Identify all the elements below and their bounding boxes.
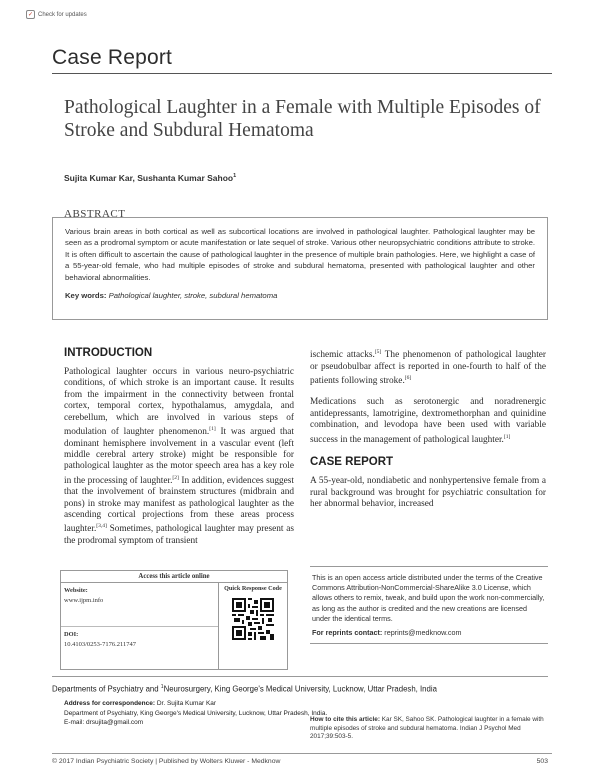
keywords-list: Pathological laughter, stroke, subdural hematoma — [108, 291, 278, 301]
ref-link-1[interactable]: [1] — [209, 426, 216, 433]
citation-label: How to cite this article: — [310, 716, 380, 723]
correspondence-line — [64, 699, 548, 709]
reprints-label: For reprints contact: — [312, 628, 383, 638]
access-heading: Access this article online — [61, 571, 287, 583]
access-details — [61, 583, 219, 669]
footer-copyright: © 2017 Indian Psychiatric Society | Published by Wolters Kluwer - Medknow — [52, 758, 281, 765]
article-title: Pathological Laughter in a Female with Multiple Episodes of Stroke and Subdural Hematoma — [64, 97, 541, 141]
correspondence-name: Dr. Sujita Kumar Kar — [156, 700, 217, 707]
reprints-email[interactable]: reprints@medknow.com — [384, 628, 462, 638]
intro-text-b: It was argued that dominant hemisphere involvement in a vascular event (left middle cerebral artery stroke) might be responsible for pathological laughter as the motor speech area has a key role in the processing of laughter. — [64, 427, 294, 486]
qr-cell — [219, 583, 287, 669]
spacer — [310, 387, 546, 397]
intro-text-c: In addition, evidences suggest that the involvement of brainstem structures (midbrain and pons) in stroke may manifest as pathological laughter as the ascending cortical projections from these areas process laughter. — [64, 475, 294, 535]
authors — [64, 173, 236, 183]
introduction-heading: INTRODUCTION — [64, 347, 153, 359]
med-text: Medications such as serotonergic and noradrenergic antidepressants, lamotrigine, dextromethorphan and quinidine combination, and levodopa have been used with variable success in the management of pathological laughter. — [310, 397, 546, 445]
check-updates-badge[interactable] — [26, 9, 87, 20]
abstract-box — [52, 217, 548, 320]
ref-link-2[interactable]: [2] — [172, 474, 179, 481]
doi-cell — [61, 627, 218, 671]
spacer — [310, 446, 546, 456]
affiliation — [52, 676, 548, 694]
check-updates-icon: ✓ — [27, 12, 34, 18]
website-cell — [61, 583, 218, 627]
reprints-contact — [312, 628, 546, 638]
open-access-text: This is an open access article distributed under the terms of the Creative Commons Attribution-NonCommercial-ShareAlike 3.0 License, which allows others to remix, tweak, and build upon the work non-commercially, as long as the author is credited and the new creations are licensed under the identical terms. — [312, 573, 545, 623]
intro-text-a: Pathological laughter occurs in various neuro-psychiatric conditions, of which stroke is an important cause. It results from the impairment in the connectivity between frontal cortex, temporal cortex, hypothalamus, amygdala, and cerebellum, which are involved in various steps of modulation of laughter phenomenon. — [64, 367, 294, 438]
continued-paragraph — [310, 347, 546, 387]
page-number: 503 — [536, 758, 548, 765]
abstract-text: Various brain areas in both cortical as well as subcortical locations are involved in pathological laughter. Pathological laughter may be seen as a prodromal symptom or acute manifestation or late sequel of stroke. Various other neuropsychiatric conditions attribute to stroke. It is often difficult to ascertain the cause of pathological laughter in the presence of multiple brain pathologies. Here, we highlight a case of a 55-year-old female, who had multiple episodes of stroke and subdural hematoma, presented with pathological laughter and other behavioral abnormalities. — [65, 227, 535, 282]
left-column — [64, 347, 294, 547]
author-affiliation-mark: 1 — [233, 173, 237, 180]
footer-divider — [52, 753, 552, 754]
keywords — [65, 291, 535, 300]
keywords-label: Key words: — [65, 291, 107, 301]
ref-link-1b[interactable]: [1] — [503, 433, 511, 440]
open-access-box — [310, 566, 548, 644]
correspondence-label: Address for correspondence: — [64, 700, 156, 707]
cont-text-b: The phenomenon of pathological laughter or pseudobulbar affect is reported in one-fourth to half of the patients following stroke. — [310, 350, 546, 386]
citation-text: Kar SK, Sahoo SK. Pathological laughter in a female with multiple episodes of stroke and subdural hematoma. Indian J Psychol Med 2017;39:503-5. — [310, 716, 544, 740]
qr-label: Quick Response Code — [224, 585, 282, 592]
affiliation-mark: 1 — [160, 684, 164, 690]
right-column — [310, 347, 546, 510]
case-report-paragraph: A 55-year-old, nondiabetic and nonhypertensive female from a rural background was brought for psychiatric consultation for her abnormal behavior, increased — [310, 476, 546, 509]
introduction-paragraph — [64, 367, 294, 547]
intro-text-d: Sometimes, pathological laughter may present as the prodromal symptom of transient — [64, 524, 294, 546]
ref-link-3-4[interactable]: [3,4] — [96, 523, 107, 530]
correspondence — [64, 699, 548, 728]
check-updates-label: Check for updates — [38, 11, 87, 18]
case-report-heading: CASE REPORT — [310, 456, 394, 469]
medications-paragraph — [310, 397, 546, 446]
section-label: Case Report — [52, 46, 173, 69]
doi-label: DOI: — [64, 631, 79, 638]
authors-text: Sujita Kumar Kar, Sushanta Kumar Sahoo — [64, 173, 234, 183]
access-row — [61, 583, 287, 669]
abstract-heading: ABSTRACT — [64, 208, 126, 220]
correspondence-dept: Department of Psychiatry, King George's Medical University, Lucknow, Uttar Pradesh, India. — [64, 709, 328, 717]
header-divider — [52, 73, 552, 74]
ref-link-5[interactable]: [5] — [374, 349, 382, 355]
cont-text-a: ischemic attacks. — [310, 350, 375, 361]
affiliation-text-a: Departments of Psychiatry and — [52, 684, 161, 694]
correspondence-email[interactable]: E-mail: drsujita@gmail.com — [64, 719, 144, 727]
website-label: Website: — [64, 587, 88, 594]
qr-code-icon[interactable] — [232, 598, 274, 640]
doi-link[interactable]: 10.4103/0253-7176.211747 — [64, 641, 136, 648]
affiliation-text-b: Neurosurgery, King George's Medical University, Lucknow, Uttar Pradesh, India — [163, 684, 437, 694]
access-online-box — [60, 570, 288, 670]
website-link[interactable]: www.ijpm.info — [64, 597, 104, 604]
ref-link-6[interactable]: [6] — [404, 374, 412, 381]
